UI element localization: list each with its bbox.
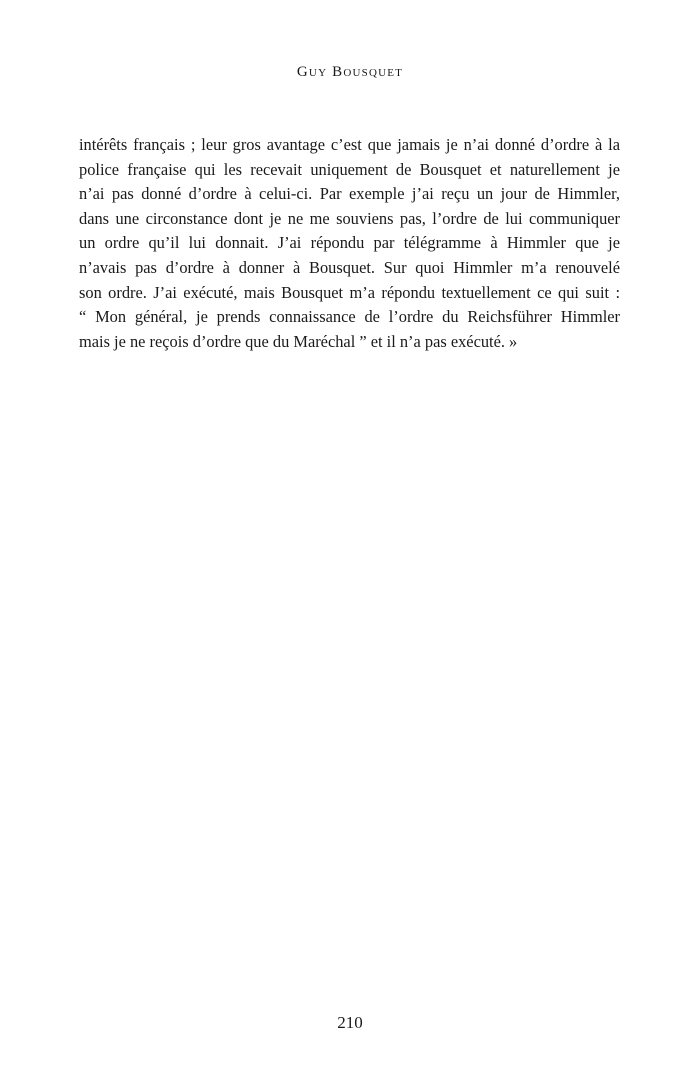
paragraph-line: un ordre qu’il lui donnait. J’ai répondu par télégramme à Himmler que je — [79, 233, 620, 253]
paragraph-line: “ Mon général, je prends connaissance de l’ordre du Reichsführer Himmler — [79, 307, 620, 327]
paragraph-line: police française qui les recevait uniquement de Bousquet et naturellement je — [79, 159, 620, 179]
paragraph-line: n’ai pas donné d’ordre à celui-ci. Par exemple j’ai reçu un jour de Himmler, — [79, 184, 620, 204]
paragraph-line: son ordre. J’ai exécuté, mais Bousquet m’a répondu textuellement ce qui suit : — [79, 282, 620, 302]
paragraph-line: dans une circonstance dont je ne me souviens pas, l’ordre de lui communiquer — [79, 208, 620, 228]
running-head: Guy Bousquet — [296, 64, 404, 80]
paragraph-line: n’avais pas d’ordre à donner à Bousquet. Sur quoi Himmler m’a renouvelé — [79, 257, 620, 277]
body-paragraph — [79, 133, 620, 354]
paragraph-line: mais je ne reçois d’ordre que du Maréchal ” et il n’a pas exécuté. » — [79, 331, 518, 351]
paragraph-line: intérêts français ; leur gros avantage c’est que jamais je n’ai donné d’ordre à la — [79, 135, 620, 154]
page-number: 210 — [337, 1013, 363, 1032]
